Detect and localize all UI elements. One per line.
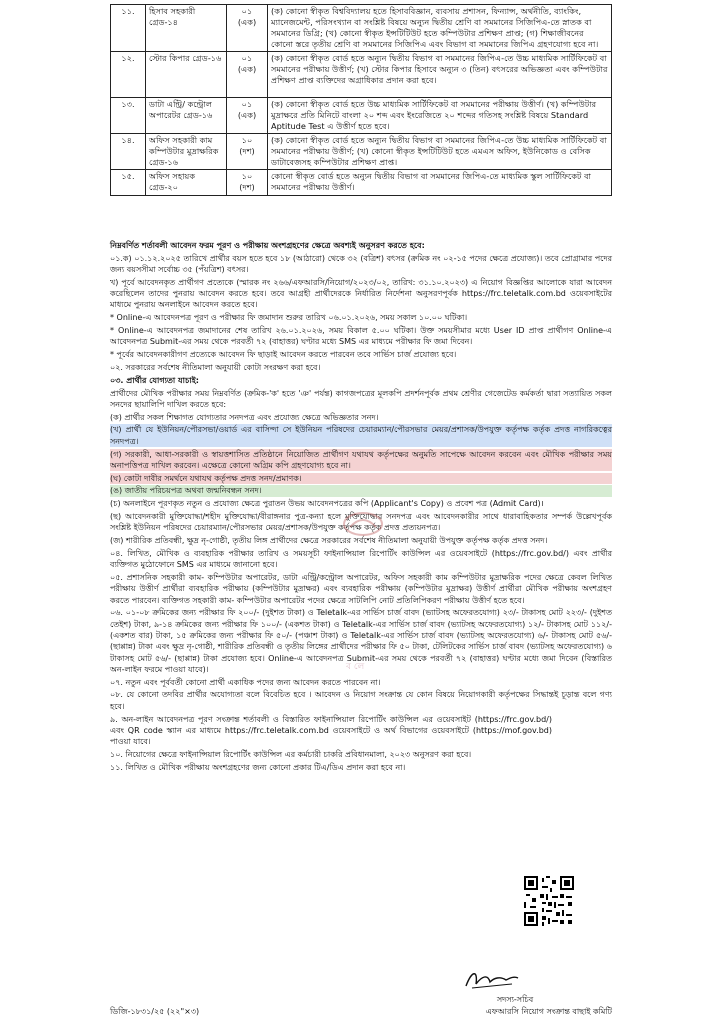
- serial-cell: ১১.: [111, 5, 146, 52]
- qualification-cell: (ক) কোনো স্বীকৃত বোর্ড হতে অন্যুন দ্বিতীয় বিভাগ বা সমমানের জিপিএ-তে উচ্চ মাধ্যমিক সার্টিফিকেট বা সমমানের পরীক্ষায় উত্তীর্ণ; (খ) কোনো স্বীকৃত ইন্সটিটিউট হতে এমএস অফিস, ইউনিকোড ও বেসিক ডাটাবেজসহ কম্পিউটার প্রশিক্ষণ প্রাপ্ত।: [268, 134, 612, 170]
- paragraph: ০৭. নতুন এবং পূর্ববর্তী কোনো প্রার্থী একাধিক পদের জন্য আবেদন করতে পারবেন না।: [110, 677, 381, 687]
- paragraph: ১০. নিয়োগের ক্ষেত্রে ফাইনান্সিয়াল রিপোর্টিং কাউন্সিল এর কর্মচারী চাকরি প্রবিধানমালা, ২০২৩ অনুসরণ করা হবে।: [110, 749, 472, 759]
- post-cell: অফিস সহকারী কাম কম্পিউটার মুদ্রাক্ষরিক গ্রেড-১৬: [146, 134, 227, 170]
- paragraph: (গ) সরকারী, আধা-সরকারী ও স্বায়ত্তশাসিত প্রতিষ্ঠানে নিয়োজিত প্রার্থীগণ যথাযথ কর্তৃপক্ষের অনুমতি সাপেক্ষে আবেদন করবেন এবং মৌখিক পরীক্ষার সময় অনাপত্তিপত্র দাখিল করবেন। এক্ষেত্রে কোনো অগ্রিম কপি গ্রহণযোগ্য হবে না।: [110, 449, 612, 470]
- count-cell: ০১ (এক): [227, 52, 268, 98]
- paragraph: (চ) অনলাইনে পূরণকৃত নতুন ও প্রযোজ্য ক্ষেত্রে পুরাতন উভয় আবেদনপত্রের কপি (Applicant's Copy) ও প্রবেশ পত্র (Admit Card)।: [110, 499, 544, 509]
- qualification-cell: কোনো স্বীকৃত বোর্ড হতে অন্যুন দ্বিতীয় বিভাগ বা সমমানের জিপিএ-তে মাধ্যমিক স্কুল সার্টিফিকেট বা সমমানের পরীক্ষায় উত্তীর্ণ।: [268, 170, 612, 196]
- paragraph: (জ) শারীরিক প্রতিবন্ধী, ক্ষুদ্র নৃ-গোষ্ঠী, তৃতীয় লিঙ্গ প্রার্থীদের ক্ষেত্রে সরকারের সর্বশেষ নীতিমালা অনুযায়ী উপযুক্ত কর্তৃপক্ষ কর্তৃক প্রদত্ত সনদ।: [110, 536, 548, 546]
- paragraph: ০২. সরকারের সর্বশেষ নীতিমালা অনুযায়ী কোটা সংরক্ষণ করা হবে।: [110, 362, 321, 372]
- serial-cell: ১৩.: [111, 98, 146, 134]
- post-cell: ডাটা এন্ট্রি/ কন্ট্রোল অপারেটর গ্রেড-১৬: [146, 98, 227, 134]
- paragraph: (ঙ) জাতীয় পরিচয়পত্র অথবা জন্মনিবন্ধন সনদ।: [110, 485, 612, 496]
- qr-code-icon[interactable]: [524, 876, 574, 926]
- watermark-logo-icon: [342, 511, 384, 537]
- instructions-section: [110, 240, 612, 775]
- qualification-cell: (ক) কোনো স্বীকৃত বোর্ড হতে উচ্চ মাধ্যমিক সার্টিফিকেট বা সমমানের পরীক্ষায় উত্তীর্ণ। (খ) কম্পিউটার মুদ্রাক্ষরে প্রতি মিনিটে বাংলা ২০ শব্দ এবং ইংরেজিতে ২০ শব্দের গতিসহ সংশ্লিষ্ট বিষয়ে Standard Aptitude Test এ উত্তীর্ণ হতে হবে।: [268, 98, 612, 134]
- table-row: [111, 5, 612, 52]
- serial-cell: ১৫.: [111, 170, 146, 196]
- post-cell: স্টোর কিপার গ্রেড-১৬: [146, 52, 227, 98]
- posts-table: [110, 4, 612, 196]
- instructions-title: নিম্নবর্ণিত শর্তাবলী আবেদন ফরম পূরণ ও পরীক্ষায় অংশগ্রহণের ক্ষেত্রে অবশ্যই অনুসরণ করতে হবে:: [110, 241, 425, 250]
- paragraph: (ঘ) কোটা দাবীর সমর্থনে যথাযথ কর্তৃপক্ষ প্রদত্ত সনদ/প্রমাণক।: [110, 473, 612, 484]
- watermark-text: ব লে: [346, 662, 365, 672]
- serial-cell: ১৪.: [111, 134, 146, 170]
- table-row: [111, 98, 612, 134]
- paragraph: (খ) প্রার্থী যে ইউনিয়ন/পৌরসভা/ওয়ার্ড এর বাসিন্দা সে ইউনিয়ন পরিষদের চেয়ারম্যান/পৌরসভার মেয়র/প্রশাসক/উপযুক্ত কর্তৃপক্ষ কর্তৃক প্রদত্ত নাগরিকত্বের সনদপত্র।: [110, 425, 612, 446]
- section-heading: ০৩. প্রার্থীর যোগ্যতা যাচাই:: [110, 375, 199, 385]
- post-cell: অফিস সহায়ক গ্রেড-২০: [146, 170, 227, 196]
- table-row: [111, 134, 612, 170]
- count-cell: ১০ (দশ): [227, 170, 268, 196]
- paragraph: ০৪. লিখিত, মৌখিক ও ব্যবহারিক পরীক্ষার তারিখ ও সময়সূচী ফাইনান্সিয়াল রিপোর্টিং কাউন্সিল এর ওয়েবসাইটে (https://frc.gov.bd/) এবং প্রার্থীর ব্যক্তিগত মুঠোফোনে SMS এর মাধ্যমে জানানো হবে।: [110, 548, 612, 570]
- post-cell: হিসাব সহকারী গ্রেড-১৪: [146, 5, 227, 52]
- paragraph: ০১.ক) ০১.১২.২০২৫ তারিখে প্রার্থীর বয়স হতে হবে ১৮ (আঠারো) থেকে ৩২ (বত্রিশ) বৎসর (ক্রমিক নং ০২-১৫ পদের ক্ষেত্রে প্রযোজ্য)। তবে প্রোগ্রামার পদের জন্য বয়সসীমা সর্বোচ্চ ৩৫ (পঁয়ত্রিশ) বৎসর।: [110, 253, 612, 275]
- paragraph: ১১. লিখিত ও মৌখিক পরীক্ষায় অংশগ্রহণের জন্য কোনো প্রকার টিএ/ডিএ প্রদান করা হবে না।: [110, 762, 406, 772]
- paragraph: * Online-এ আবেদনপত্র পূরণ ও পরীক্ষার ফি জমাদান শুরুর তারিখ ০৬.০১.২০২৬, সময় সকাল ১০.০০ ঘটিকা।: [110, 313, 468, 323]
- count-cell: ১০ (দশ): [227, 134, 268, 170]
- table-row: [111, 52, 612, 98]
- footer-code: ডিজি-১৮৩১/২৫ (২২"×৩): [110, 1007, 200, 1016]
- count-cell: ০১ (এক): [227, 98, 268, 134]
- paragraph: প্রার্থীদের মৌখিক পরীক্ষার সময় নিম্নবর্ণিত (ক্রমিক-'ক' হতে 'ঞ' পর্যন্ত) কাগজপত্রের মূলকপি প্রদর্শনপূর্বক প্রথম শ্রেণীর গেজেটেড কর্মকর্তা দ্বারা সত্যায়িত সকল সনদের ছায়ালিপি দাখিল করতে হবে:: [110, 388, 612, 409]
- paragraph: খ) পূর্বে আবেদনকৃত প্রার্থীগণ প্রত্যেকে (স্মারক নং ২৬৬/এফআরসি/নিয়োগ/২০২৩/০২, তারিখ: ৩১.১০.২০২৩) এ নিয়োগ বিজ্ঞপ্তির আলোকে যারা আবেদন করেছিলেন তাদের পুনরায় আবেদন করতে হবে। তবে আগ্রহী প্রার্থীদেরকে নির্ধারিত নির্দেশনা অনুসরণপূর্বক https://frc.teletalk.com.bd ওয়েবসাইটের মাধ্যমে পুনরায় অনলাইনে আবেদন করতে হবে।: [110, 277, 612, 310]
- paragraph: * Online-এ আবেদনপত্র জমাদানের শেষ তারিখ ২৬.০১.২০২৬, সময় বিকাল ৫.০০ ঘটিকা। উক্ত সময়সীমার মধ্যে User ID প্রাপ্ত প্রার্থীগণ Online-এ আবেদনপত্র Submit-এর সময় থেকে পরবর্তী ৭২ (বাহাত্তর) ঘণ্টার মধ্যে SMS এর মাধ্যমে পরীক্ষার ফি জমা দিবেন।: [110, 326, 612, 347]
- paragraph: ০৬. ০১-০৮ ক্রমিকের জন্য পরীক্ষার ফি ২০০/- (দুইশত টাকা) ও Teletalk-এর সার্ভিস চার্জ বাবদ (ভ্যাটসহ অফেরতযোগ্য) ২৩/- টাকাসহ মোট ২২৩/- (দুইশত তেইশ) টাকা, ৯-১৪ ক্রমিকের জন্য পরীক্ষার ফি ১০০/- (একশত টাকা) ও Teletalk-এর সার্ভিস চার্জ বাবদ (ভ্যাটসহ অফেরতযোগ্য) ১২/- টাকাসহ মোট ১১২/- (একশত বার) টাকা, ১৫ ক্রমিকের জন্য পরীক্ষার ফি ৫০/- (পঞ্চাশ টাকা) ও Teletalk-এর সার্ভিস চার্জ বাবদ (ভ্যাটসহ অফেরতযোগ্য) ৬/- টাকাসহ মোট ৫৬/- (ছাপ্পান্ন) টাকা এবং ক্ষুদ্র নৃ-গোষ্ঠী, শারীরিক প্রতিবন্ধী ও তৃতীয় লিঙ্গের প্রার্থীদের পরীক্ষার ফি ৫০ টাকা, টেলিটকের সার্ভিস চার্জ বাবদ (ভ্যাটসহ অফেরতযোগ্য) ৬ টাকাসহ মোট ৫৬/- (ছাপ্পান্ন) টাকা প্রযোজ্য হবে। Online-এ আবেদনপত্র Submit-এর সময় থেকে পরবর্তী ৭২ (বাহাত্তর) ঘণ্টার মধ্যে জমা দিবেন (বিস্তারিত অন-লাইন ফরমে পাওয়া যাবে)।: [110, 608, 612, 674]
- signatory-title: সদস্য-সচিব: [496, 995, 534, 1004]
- paragraph: (ক) প্রার্থীর সকল শিক্ষাগত যোগ্যতার সনদপত্র এবং প্রযোজ্য ক্ষেত্রে অভিজ্ঞতার সনদ।: [110, 412, 379, 422]
- count-cell: ০১ (এক): [227, 5, 268, 52]
- signature-icon: [462, 966, 520, 992]
- paragraph: * পূর্বের আবেদনকারীগণ প্রত্যেকে আবেদন ফি ছাড়াই আবেদন করতে পারবেন তবে সার্ভিস চার্জ প্রযোজ্য হবে।: [110, 350, 457, 360]
- committee-name: এফআরসি নিয়োগ সংক্রান্ত বাছাই কমিটি: [485, 1007, 612, 1016]
- paragraph: ০৫. প্রশাসনিক সহকারী কাম- কম্পিউটার অপারেটর, ডাটা এন্ট্রি/কন্ট্রোল অপারেটর, অফিস সহকারী কাম কম্পিউটার মুদ্রাক্ষরিক পদের ক্ষেত্রে কেবল লিখিত পরীক্ষায় উত্তীর্ণ প্রার্থীরা ব্যবহারিক পরীক্ষায় (কম্পিউটার মুদ্রাক্ষর) এবং ব্যবহারিক পরীক্ষায় (কম্পিউটার মুদ্রাক্ষর) উত্তীর্ণ প্রার্থীরা মৌখিক পরীক্ষায় অংশগ্রহণ করতে পারবেন। ব্যক্তিগত সহকারী কাম- কম্পিউটার অপারেটর পদের ক্ষেত্রে সাটলিপি নোট প্রতিলিপিকরণ পরীক্ষায় উত্তীর্ণ হতে হবে।: [110, 573, 612, 605]
- notice-page: [110, 4, 612, 1018]
- paragraph: ০৮. যে কোনো তদবির প্রার্থীর অযোগ্যতা বলে বিবেচিত হবে । আবেদন ও নিয়োগ সংক্রান্ত যে কোন বিষয়ে নিয়োগকারী কর্তৃপক্ষের সিদ্ধান্তই চূড়ান্ত বলে গণ্য হবে।: [110, 690, 612, 711]
- qualification-cell: (ক) কোনো স্বীকৃত বিশ্ববিদ্যালয় হতে হিসাববিজ্ঞান, ব্যবসায় প্রশাসন, ফিন্যান্স, অর্থনীতি, ব্যাংকিং, ম্যানেজমেন্ট, পরিসংখ্যান বা সংশ্লিষ্ট বিষয়ে অন্যুন দ্বিতীয় শ্রেণি বা সমমানের সিজিপিএ-তে স্নাতক বা সমমানের ডিগ্রি; (খ) কোনো স্বীকৃত ইন্সটিটিউট হতে কম্পিউটার প্রশিক্ষণ প্রাপ্ত; (গ) শিক্ষাজীবনের কোনো স্তরে তৃতীয় শ্রেণি বা সমমানের সিজিপিএ এবং বিভাগ বা সমমানের জিপিএ গ্রহণযোগ্য হবে না।: [268, 5, 612, 52]
- qualification-cell: (ক) কোনো স্বীকৃত বোর্ড হতে অন্যুন দ্বিতীয় বিভাগ বা সমমানের জিপিএ-তে উচ্চ মাধ্যমিক সার্টিফিকেট বা সমমানের পরীক্ষায় উত্তীর্ণ; (খ) স্টোর কিপার হিসাবে অন্যুন ৩ (তিন) বৎসরের অভিজ্ঞতা এবং কম্পিউটার প্রশিক্ষণ প্রাপ্ত ব্যক্তিদের অগ্রাধিকার প্রদান করা হবে।: [268, 52, 612, 98]
- serial-cell: ১২.: [111, 52, 146, 98]
- table-row: [111, 170, 612, 196]
- paragraph: (ছ) আবেদনকারী মুক্তিযোদ্ধা/শহীদ মুক্তিযোদ্ধা/বীরাঙ্গনার পুত্র-কন্যা হলে মুক্তিযোদ্ধার সনদপত্র এবং আবেদনকারীর সাথে ধারাবাহিকতার সম্পর্ক উল্লেখপূর্বক সংশ্লিষ্ট ইউনিয়ন পরিষদের চেয়ারম্যান/পৌরসভার মেয়র/প্রশাসক/উপযুক্ত কর্তৃপক্ষ কর্তৃক প্রদত্ত প্রত্যয়নপত্র।: [110, 512, 612, 533]
- paragraph: ৯. অন-লাইন আবেদনপত্র পূরণ সংক্রান্ত শর্তাবলী ও বিস্তারিত ফাইনান্সিয়াল রিপোর্টিং কাউন্সিল এর ওয়েবসাইট (https://frc.gov.bd/) এবং QR code স্ক্যান এর মাধ্যমে https://frc.teletalk.com.bd ওয়েবসাইটে ও অর্থ বিভাগের ওয়েবসাইটে (https://mof.gov.bd) পাওয়া যাবে।: [110, 714, 552, 747]
